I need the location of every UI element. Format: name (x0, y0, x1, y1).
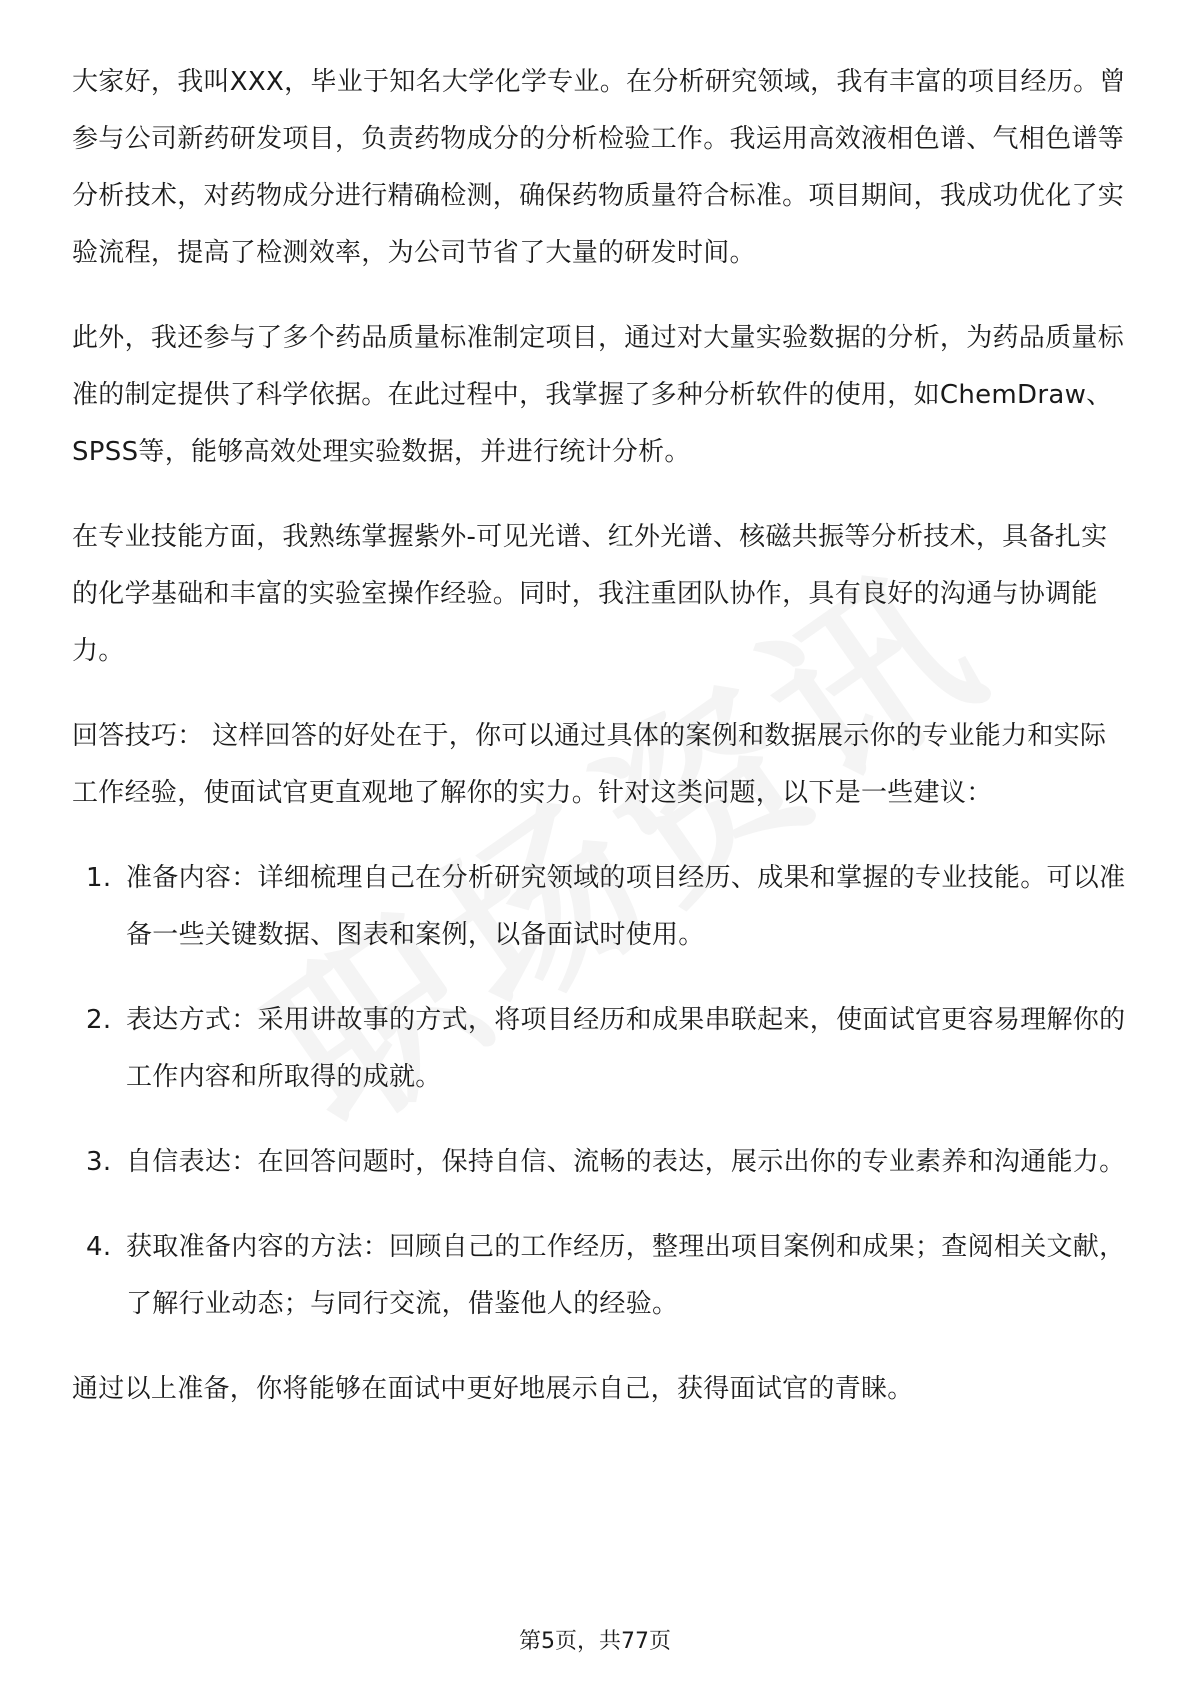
paragraph-additional: 此外，我还参与了多个药品质量标准制定项目，通过对大量实验数据的分析，为药品质量标准的制定提供了科学依据。在此过程中，我掌握了多种分析软件的使用，如ChemDraw、SPSS等，能够高效处理实验数据，并进行统计分析。 (72, 323, 1125, 467)
list-number: 3. (86, 1147, 112, 1177)
list-text: 自信表达：在回答问题时，保持自信、流畅的表达，展示出你的专业素养和沟通能力。 (126, 1147, 1126, 1177)
paragraph-skills: 在专业技能方面，我熟练掌握紫外-可见光谱、红外光谱、核磁共振等分析技术，具备扎实的化学基础和丰富的实验室操作经验。同时，我注重团队协作，具有良好的沟通与协调能力。 (72, 522, 1108, 666)
list-item (72, 1219, 1127, 1333)
list-number: 4. (86, 1232, 112, 1262)
list-text: 表达方式：采用讲故事的方式，将项目经历和成果串联起来，使面试官更容易理解你的工作内容和所取得的成就。 (126, 1005, 1126, 1092)
paragraph-closing: 通过以上准备，你将能够在面试中更好地展示自己，获得面试官的青睐。 (72, 1374, 914, 1404)
list-number: 1. (86, 863, 112, 893)
document-body (72, 54, 1127, 1446)
paragraph-intro: 大家好，我叫XXX，毕业于知名大学化学专业。在分析研究领域，我有丰富的项目经历。曾参与公司新药研发项目，负责药物成分的分析检验工作。我运用高效液相色谱、气相色谱等分析技术，对药物成分进行精确检测，确保药物质量符合标准。项目期间，我成功优化了实验流程，提高了检测效率，为公司节省了大量的研发时间。 (72, 67, 1126, 268)
suggestion-list (72, 850, 1127, 1333)
list-item (72, 1134, 1127, 1191)
list-text: 获取准备内容的方法：回顾自己的工作经历，整理出项目案例和成果；查阅相关文献，了解行业动态；与同行交流，借鉴他人的经验。 (126, 1232, 1126, 1319)
list-number: 2. (86, 1005, 112, 1035)
list-text: 准备内容：详细梳理自己在分析研究领域的项目经历、成果和掌握的专业技能。可以准备一些关键数据、图表和案例，以备面试时使用。 (126, 863, 1126, 950)
list-item (72, 992, 1127, 1106)
page-footer: 第5页，共77页 (519, 1629, 671, 1654)
paragraph-answer-tips: 回答技巧： 这样回答的好处在于，你可以通过具体的案例和数据展示你的专业能力和实际工作经验，使面试官更直观地了解你的实力。针对这类问题，以下是一些建议： (72, 721, 1107, 808)
list-item (72, 850, 1127, 964)
